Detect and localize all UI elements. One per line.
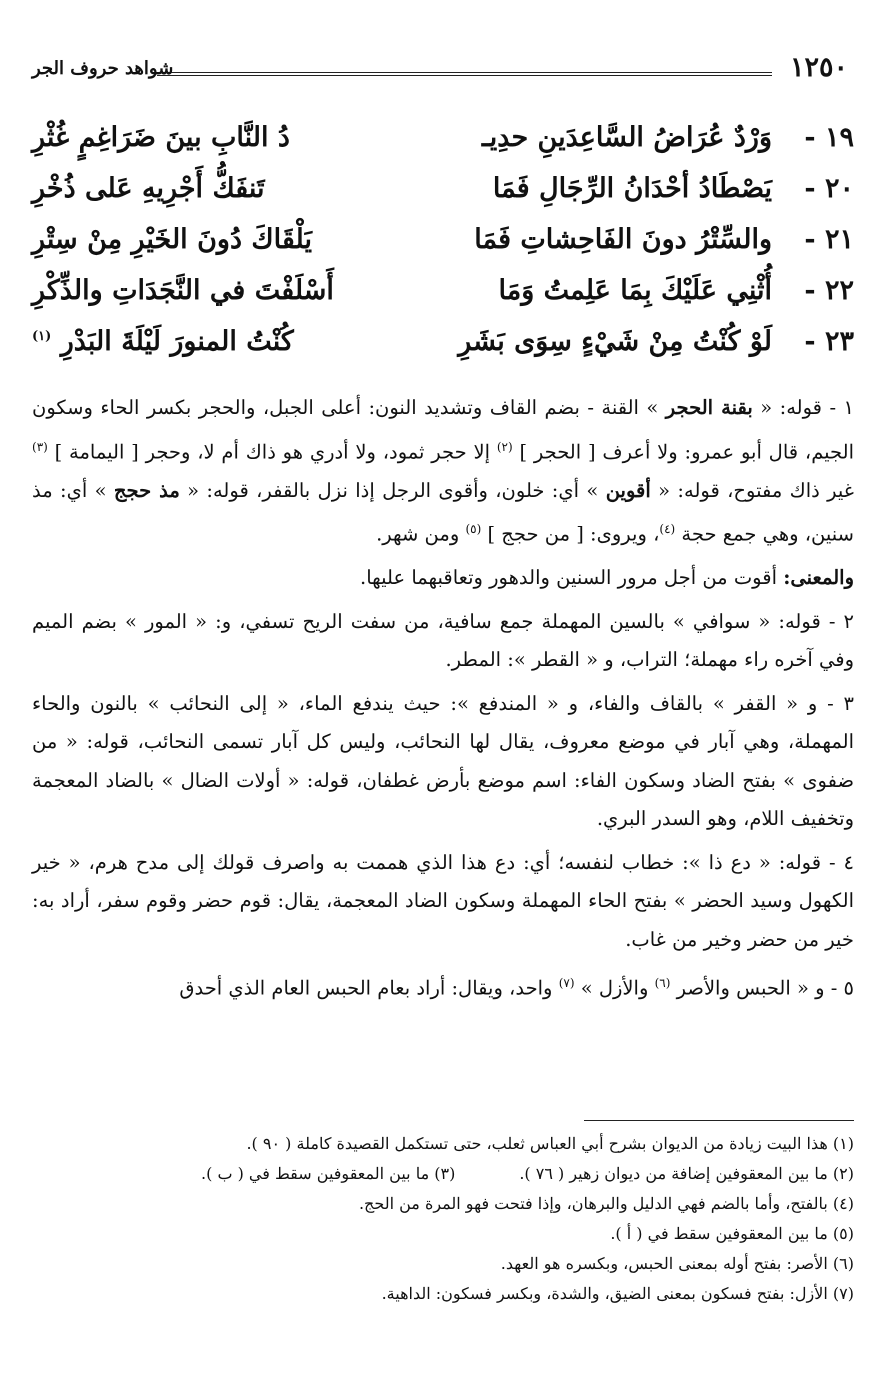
verse (32, 122, 854, 173)
text-run: ، ويروى: [ من حجج ] (481, 522, 660, 546)
verse-first-hemistich: وَرْدٌ عُرَاضُ السَّاعِدَينِ حدِيـ (481, 122, 772, 153)
commentary (32, 389, 854, 1008)
footnote-marker[interactable]: (٤) (659, 522, 676, 536)
footnote: (٦) الأصر: بفتح أوله بمعنى الحبس، وبكسره هو العهد. (500, 1254, 854, 1273)
poem (32, 122, 854, 377)
text-run: » أي: خلون، وأقوى الرجل إذا نزل بالقفر، قوله: « (179, 478, 606, 502)
verse-second-hemistich: دُ النَّابِ بينَ ضَرَاغِمٍ غُثْرِ (32, 122, 290, 153)
verse-second-hemistich: أَسْلَفْتَ في النَّجَدَاتِ والذِّكْرِ (32, 275, 334, 306)
verse-text: كُنْتُ المنورَ لَيْلَةَ البَدْرِ (60, 326, 294, 357)
text-run: » القنة - بضم القاف وتشديد النون: أعلى الجبل، والحجر بكسر الحاء وسكون الجيم، قال أبو عمرو: ولا أعرف [ الحجر ] (32, 396, 855, 463)
page-number: ١٢٥٠ (789, 52, 848, 83)
book-page (32, 52, 855, 1303)
meaning-label: والمعنى: (783, 566, 854, 589)
verse-first-hemistich: والسِّتْرُ دونَ الفَاحِشاتِ فَمَا (474, 224, 772, 255)
verse (32, 326, 854, 377)
footnote: (٣) ما بين المعقوفين سقط في ( ب ). (201, 1164, 456, 1183)
commentary-paragraph: ٤ - قوله: « دع ذا »: خطاب لنفسه؛ أي: دع هذا الذي هممت به واصرف قولك إلى مدح هرم، « خير الكهول وسيد الحضر » بفتح الحاء المهملة وسكون الضاد المعجمة، يقال: قوم حضر وقوم سفر، أراد به: خير من حضر وخير من غاب. (32, 850, 854, 951)
verse-first-hemistich: لَوْ كُنْتُ مِنْ شَيْءٍ سِوَى بَشَرِ (458, 326, 772, 357)
text-run: أقوت من أجل مرور السنين والدهور وتعاقبهما عليها. (360, 566, 784, 589)
footnote-marker[interactable]: (٣) (32, 439, 48, 454)
verse-first-hemistich: يَصْطَادُ أحْدَانُ الرِّجَالِ فَمَا (492, 173, 772, 204)
text-run: واحد، ويقال: أراد بعام الحبس العام الذي أحدق (179, 976, 559, 1000)
commentary-paragraph: ٣ - و « القفر » بالقاف والفاء، و « المندفع »: حيث يندفع الماء، « إلى النحائب » بالنون والحاء المهملة، وهي آبار في موضع معروف، يقال لها النحائب، وليس كل آبار تسمى النحائب، قوله: « من ضفوى » بفتح الضاد وسكون الفاء: اسم موضع بأرض غطفان، قوله: « أولات الضال » بالضاد المعجمة وتخفيف اللام، وهو السدر البري. (32, 691, 854, 830)
text-run: » أي: مذ سنين، وهي جمع حجة (32, 478, 854, 546)
footnote: (٥) ما بين المعقوفين سقط في ( أ ). (610, 1224, 854, 1243)
text-run: إلا حجر ثمود، ولا أدري هو ذاك أم لا، وحجر [ اليمامة ] (47, 440, 497, 463)
verse-number: ٢٠ - (804, 173, 854, 204)
footnote: (٧) الأزل: بفتح فسكون بمعنى الضيق، والشدة، وبكسر فسكون: الداهية. (381, 1284, 854, 1303)
footnote: (١) هذا البيت زيادة من الديوان بشرح أبي العباس ثعلب، حتى تستكمل القصيدة كاملة ( ٩٠ ). (246, 1134, 854, 1153)
commentary-paragraph (32, 964, 854, 1008)
footnote-marker[interactable]: (٧) (558, 976, 575, 990)
footnote-marker[interactable]: (٢) (496, 439, 513, 454)
footnotes (32, 1120, 854, 1309)
footnote-rule (584, 1120, 854, 1121)
verse-number: ١٩ - (804, 122, 854, 153)
footnote: (٢) ما بين المعقوفين إضافة من ديوان زهير ( ٧٦ ). (519, 1164, 854, 1183)
verse (32, 275, 854, 326)
footnote: (٤) بالفتح، وأما بالضم فهي الدليل والبرهان، وإذا فتحت فهو المرة من الحج. (358, 1194, 854, 1213)
footnote-marker[interactable]: (١) (32, 329, 52, 344)
verse-number: ٢٣ - (804, 326, 854, 357)
verse-second-hemistich (32, 326, 294, 357)
text-run: ١ - قوله: « (752, 396, 854, 419)
header-rule (157, 72, 772, 76)
text-run: ومن شهر. (376, 522, 466, 546)
text-run: والأزل » (574, 976, 655, 1000)
running-title: شواهد حروف الجر (32, 58, 174, 79)
verse (32, 173, 854, 224)
footnote-marker[interactable]: (٦) (654, 976, 671, 990)
commentary-paragraph: ٢ - قوله: « سوافي » بالسين المهملة جمع سافية، من سفت الريح تسفي، و: « المور » بضم الميم وفي آخره راء مهملة؛ التراب، و « القطر »: المطر. (32, 609, 854, 671)
verse-number: ٢١ - (804, 224, 854, 255)
verse-number: ٢٢ - (804, 275, 854, 306)
page-header (32, 52, 854, 96)
verse-second-hemistich: تَنفَكُّ أَجْرِيهِ عَلى ذُخْرِ (32, 173, 265, 204)
verse-first-hemistich: أُثْنِي عَلَيْكَ بِمَا عَلِمتُ وَمَا (498, 275, 772, 306)
verse (32, 224, 854, 275)
glossed-term: مذ حجج (113, 478, 180, 502)
footnote-row (32, 1159, 854, 1189)
commentary-paragraph (32, 389, 854, 554)
verse-second-hemistich: يَلْقَاكَ دُونَ الخَيْرِ مِنْ سِتْرِ (32, 224, 312, 255)
footnote-marker[interactable]: (٥) (465, 522, 482, 536)
glossed-term: أقوين (605, 478, 651, 502)
commentary-paragraph (32, 559, 854, 598)
text-run: غير ذاك مفتوح، قوله: « (650, 478, 854, 502)
glossed-term: بقنة الحجر (665, 396, 753, 419)
text-run: ٥ - و « الحبس والأصر (670, 976, 854, 1000)
